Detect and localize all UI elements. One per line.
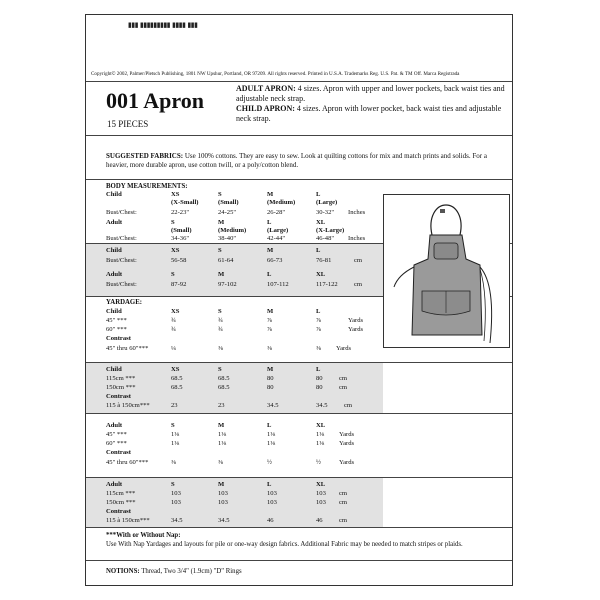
contrast-label: Contrast xyxy=(106,449,131,456)
yardage-value: 80 xyxy=(316,384,323,391)
size-label: S xyxy=(218,308,222,315)
contrast-label: Contrast xyxy=(106,335,131,342)
yardage-value: ⅜ xyxy=(171,459,176,466)
yardage-value: ½ xyxy=(316,459,321,466)
bust-value: 26-28" xyxy=(267,209,286,216)
width-label: 115cm *** xyxy=(106,490,136,497)
yardage-value: 80 xyxy=(267,384,274,391)
pieces-count: 15 PIECES xyxy=(107,119,149,129)
child-label: Child xyxy=(106,366,122,373)
width-label: 150cm *** xyxy=(106,499,136,506)
size-name: (Large) xyxy=(316,199,338,206)
yardage-value: ¼ xyxy=(171,345,176,352)
size-label: S xyxy=(171,271,175,278)
size-label: XL xyxy=(316,481,326,488)
yardage-value: 103 xyxy=(267,499,277,506)
nap-text: Use With Nap Yardages and layouts for pile or one-way design fabrics. Additional Fabric may be needed to match stripes or plaids. xyxy=(106,541,463,548)
adult-apron-label: ADULT APRON: xyxy=(236,84,296,93)
yardage-value: ¾ xyxy=(171,317,176,324)
pattern-sheet xyxy=(85,14,513,586)
bust-value: 24-25" xyxy=(218,209,237,216)
unit-label: Yards xyxy=(336,345,352,352)
size-label: S xyxy=(218,366,222,373)
size-label: M xyxy=(267,247,274,254)
yardage-value: 23 xyxy=(171,402,178,409)
apron-drawing xyxy=(384,195,509,347)
contrast-label: Contrast xyxy=(106,393,131,400)
bust-value: 87-92 xyxy=(171,281,187,288)
size-label: S xyxy=(171,481,175,488)
divider xyxy=(86,413,512,414)
bust-value: 46-48" xyxy=(316,235,335,242)
yardage-value: 68.5 xyxy=(218,384,230,391)
unit-label: cm xyxy=(339,490,348,497)
size-label: S xyxy=(218,191,222,198)
bust-value: 22-23" xyxy=(171,209,190,216)
adult-label: Adult xyxy=(106,271,123,278)
yardage-value: ½ xyxy=(267,459,272,466)
size-label: M xyxy=(218,422,225,429)
size-label: S xyxy=(218,247,222,254)
yardage-value: 1⅛ xyxy=(218,440,227,447)
unit-label: cm xyxy=(354,281,363,288)
bust-value: 42-44" xyxy=(267,235,286,242)
yardage-value: ⅜ xyxy=(218,345,223,352)
yardage-value: ⅜ xyxy=(316,345,321,352)
width-label: 60" *** xyxy=(106,326,127,333)
yardage-value: ¾ xyxy=(171,326,176,333)
yardage-value: 34.5 xyxy=(267,402,279,409)
unit-label: cm xyxy=(339,499,348,506)
width-label: 150cm *** xyxy=(106,384,136,391)
size-name: (Medium) xyxy=(218,227,247,234)
yardage-heading: YARDAGE: xyxy=(106,299,143,306)
unit-label: cm xyxy=(354,257,363,264)
size-name: (Large) xyxy=(267,227,289,234)
yardage-value: ⅞ xyxy=(316,326,321,333)
yardage-value: 103 xyxy=(218,499,228,506)
size-label: XS xyxy=(171,191,180,198)
divider xyxy=(86,362,512,363)
bust-value: 61-64 xyxy=(218,257,234,264)
size-label: L xyxy=(267,219,272,226)
barcode-mark: ▮▮▮ ▮▮▮▮▮▮▮▮▮ ▮▮▮▮ ▮▮▮ xyxy=(128,21,198,29)
fabrics-label: SUGGESTED FABRICS: xyxy=(106,152,184,160)
yardage-value: 80 xyxy=(316,375,323,382)
size-label: M xyxy=(267,366,274,373)
size-name: (Small) xyxy=(171,227,192,234)
notions-text: Thread, Two 3/4" (1.9cm) "D" Rings xyxy=(139,568,242,575)
bust-value: 56-58 xyxy=(171,257,187,264)
size-label: L xyxy=(267,271,272,278)
bust-value: 38-40" xyxy=(218,235,237,242)
unit-label: Yards xyxy=(348,326,364,333)
width-label: 45" *** xyxy=(106,317,127,324)
size-label: L xyxy=(267,481,272,488)
child-apron-text: 4 sizes. Apron with lower pocket, back waist ties and adjustable neck strap. xyxy=(236,104,502,123)
size-label: M xyxy=(267,308,274,315)
size-name: (Small) xyxy=(218,199,239,206)
size-label: M xyxy=(218,219,225,226)
child-apron-label: CHILD APRON: xyxy=(236,104,295,113)
yardage-value: 68.5 xyxy=(171,375,183,382)
adult-label: Adult xyxy=(106,481,123,488)
size-name: (X-Small) xyxy=(171,199,199,206)
metric-band xyxy=(86,243,383,296)
bust-label: Bust/Chest: xyxy=(106,257,137,264)
unit-label: cm xyxy=(339,517,348,524)
unit-label: Yards xyxy=(339,431,355,438)
size-label: M xyxy=(267,191,274,198)
size-label: M xyxy=(218,271,225,278)
unit-label: cm xyxy=(339,375,348,382)
yardage-value: 46 xyxy=(267,517,274,524)
size-label: L xyxy=(316,247,321,254)
bust-value: 34-36" xyxy=(171,235,190,242)
size-label: XL xyxy=(316,422,326,429)
yardage-value: ¾ xyxy=(218,326,223,333)
yardage-value: ⅞ xyxy=(267,317,272,324)
divider xyxy=(86,135,512,136)
adult-label: Adult xyxy=(106,422,123,429)
nap-heading: ***With or Without Nap: xyxy=(106,532,181,539)
size-label: S xyxy=(171,422,175,429)
size-label: XS xyxy=(171,366,180,373)
divider xyxy=(86,560,512,561)
yardage-value: 1⅛ xyxy=(171,440,180,447)
yardage-value: 1⅛ xyxy=(316,440,325,447)
child-label: Child xyxy=(106,308,122,315)
bust-label: Bust/Chest: xyxy=(106,235,137,242)
size-label: XL xyxy=(316,219,326,226)
size-label: L xyxy=(316,366,321,373)
size-name: (X-Large) xyxy=(316,227,345,234)
yardage-value: 34.5 xyxy=(218,517,230,524)
apron-description xyxy=(236,84,506,124)
yardage-value: 103 xyxy=(267,490,277,497)
notions-label: NOTIONS: xyxy=(106,568,140,575)
width-label: 115 à 150cm*** xyxy=(106,402,150,409)
width-label: 60" *** xyxy=(106,440,127,447)
yardage-value: 34.5 xyxy=(171,517,183,524)
yardage-value: 46 xyxy=(316,517,323,524)
size-name: (Medium) xyxy=(267,199,296,206)
size-label: L xyxy=(316,308,321,315)
contrast-label: Contrast xyxy=(106,508,131,515)
adult-label: Adult xyxy=(106,219,123,226)
child-label: Child xyxy=(106,191,122,198)
unit-label: cm xyxy=(339,384,348,391)
bust-value: 30-32" xyxy=(316,209,335,216)
yardage-value: ¾ xyxy=(218,317,223,324)
body-measurements-heading: BODY MEASUREMENTS: xyxy=(106,183,188,190)
child-label: Child xyxy=(106,247,122,254)
width-label: 115 à 150cm*** xyxy=(106,517,150,524)
yardage-value: 23 xyxy=(218,402,225,409)
yardage-value: 68.5 xyxy=(218,375,230,382)
apron-illustration xyxy=(383,194,510,348)
unit-label: cm xyxy=(344,402,353,409)
yardage-value: 1⅛ xyxy=(316,431,325,438)
yardage-value: 1⅛ xyxy=(171,431,180,438)
divider xyxy=(86,179,512,180)
yardage-value: 80 xyxy=(267,375,274,382)
width-label: 45" thru 60"*** xyxy=(106,459,149,466)
yardage-value: 103 xyxy=(171,490,181,497)
yardage-value: 103 xyxy=(171,499,181,506)
bust-value: 107-112 xyxy=(267,281,289,288)
yardage-value: 68.5 xyxy=(171,384,183,391)
yardage-value: 1⅛ xyxy=(267,440,276,447)
bust-value: 97-102 xyxy=(218,281,237,288)
width-label: 115cm *** xyxy=(106,375,136,382)
yardage-value: 103 xyxy=(316,490,326,497)
bust-label: Bust/Chest: xyxy=(106,281,137,288)
yardage-value: ⅜ xyxy=(218,459,223,466)
yardage-value: 103 xyxy=(218,490,228,497)
yardage-value: ⅜ xyxy=(267,345,272,352)
divider xyxy=(86,527,512,528)
size-label: S xyxy=(171,219,175,226)
yardage-value: 1⅛ xyxy=(267,431,276,438)
unit-label: Inches xyxy=(348,209,366,216)
width-label: 45" *** xyxy=(106,431,127,438)
bust-value: 117-122 xyxy=(316,281,338,288)
suggested-fabrics xyxy=(106,152,504,170)
unit-label: Yards xyxy=(339,459,355,466)
bust-label: Bust/Chest: xyxy=(106,209,137,216)
size-label: L xyxy=(267,422,272,429)
yardage-value: 34.5 xyxy=(316,402,328,409)
adult-apron-text: 4 sizes. Apron with upper and lower pockets, back waist ties and adjustable neck strap. xyxy=(236,84,505,103)
notions xyxy=(106,567,504,576)
yardage-value: 1⅛ xyxy=(218,431,227,438)
unit-label: Yards xyxy=(348,317,364,324)
unit-label: Inches xyxy=(348,235,366,242)
divider xyxy=(86,477,512,478)
yardage-value: ⅞ xyxy=(267,326,272,333)
size-label: L xyxy=(316,191,321,198)
bust-value: 76-81 xyxy=(316,257,332,264)
page-title: 001 Apron xyxy=(106,88,205,113)
width-label: 45" thru 60"*** xyxy=(106,345,149,352)
yardage-value: 103 xyxy=(316,499,326,506)
yardage-value: ⅞ xyxy=(316,317,321,324)
fabrics-text: Use 100% cottons. They are easy to sew. Look at quilting cottons for mix and match prints and solids. For a heavier, more durable apron, use cotton twill, or a poly/cotton blend. xyxy=(106,152,487,169)
unit-label: Yards xyxy=(339,440,355,447)
copyright-line: Copyright© 2002, Palmer/Pletsch Publishing, 1801 NW Upshur, Portland, OR 97209. All rights reserved. Printed in U.S.A. Trademarks Reg. U.S. Pat. & TM Off. Marca Registrada xyxy=(91,71,460,77)
size-label: XS xyxy=(171,308,180,315)
divider xyxy=(86,81,512,82)
size-label: XL xyxy=(316,271,326,278)
bust-value: 66-73 xyxy=(267,257,283,264)
size-label: M xyxy=(218,481,225,488)
size-label: XS xyxy=(171,247,180,254)
nap-note xyxy=(106,531,504,549)
